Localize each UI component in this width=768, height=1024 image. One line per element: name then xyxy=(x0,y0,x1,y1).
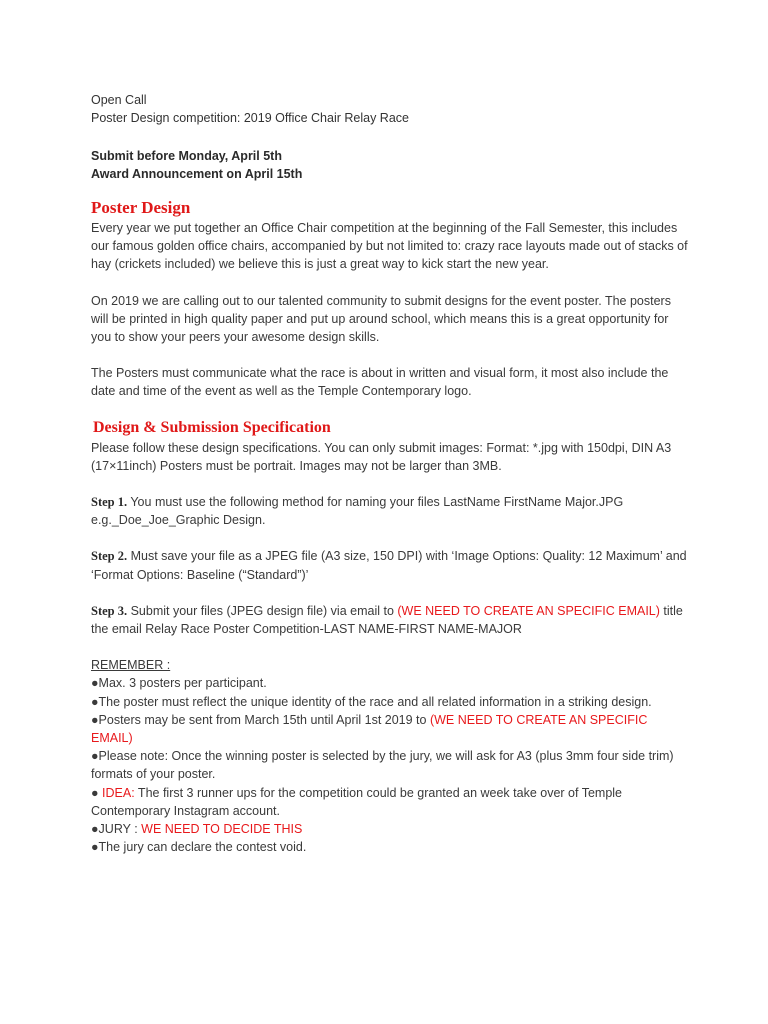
step-2 xyxy=(91,547,691,583)
poster-design-paragraph-1: Every year we put together an Office Chair competition at the beginning of the Fall Semester, this includes our famous golden office chairs, accompanied by but not limited to: crazy race layouts made out of stacks of hay (crickets included) we believe this is just a great way to kick start the new year. xyxy=(91,221,688,272)
remember-item-3-email-note: (WE NEED TO CREATE AN SPECIFIC EMAIL) xyxy=(91,712,648,746)
document-title: Poster Design competition: 2019 Office Chair Relay Race xyxy=(91,111,409,125)
open-call-label: Open Call xyxy=(91,93,147,107)
remember-heading: REMEMBER : xyxy=(91,658,171,673)
award-announcement: Award Announcement on April 15th xyxy=(91,167,303,181)
step-3-email-note: (WE NEED TO CREATE AN SPECIFIC EMAIL) xyxy=(397,603,660,618)
poster-design-paragraph-2: On 2019 we are calling out to our talented community to submit designs for the event poster. The posters will be printed in high quality paper and put up around school, which means this is a great opportunity for you to show your peers your awesome design skills. xyxy=(91,293,671,345)
remember-item-5-bullet: ● xyxy=(91,785,103,800)
remember-item-5 xyxy=(91,784,691,820)
remember-item-5-text: The first 3 runner ups for the competition could be granted an week take over of Temple Contemporary Instagram account. xyxy=(91,785,623,818)
spec-heading: Design & Submission Specification xyxy=(93,418,331,436)
step-1-text: You must use the following method for naming your files LastName FirstName Major.JPG e.g._Doe_Joe_Graphic Design. xyxy=(91,495,624,528)
step-3-text-a: Submit your files (JPEG design file) via email to xyxy=(127,603,398,618)
step-3-text-b: title the email Relay Race Poster Competition-LAST NAME-FIRST NAME-MAJOR xyxy=(91,603,683,637)
remember-item-6-label: ●JURY : xyxy=(91,822,142,837)
remember-item-4: ●Please note: Once the winning poster is selected by the jury, we will ask for A3 (plus 3mm four side trim) formats of your poster. xyxy=(91,749,674,782)
spec-intro: Please follow these design specifications. You can only submit images: Format: *.jpg with 150dpi, DIN A3 (17×11inch) Posters must be portrait. Images may not be larger than 3MB. xyxy=(91,440,672,473)
remember-item-7: ●The jury can declare the contest void. xyxy=(91,840,307,855)
remember-item-3-text: ●Posters may be sent from March 15th until April 1st 2019 to xyxy=(91,712,430,727)
remember-item-3 xyxy=(91,711,691,747)
remember-item-1: ●Max. 3 posters per participant. xyxy=(91,676,267,691)
remember-item-5-idea-label: IDEA: xyxy=(102,785,135,800)
remember-item-2: ●The poster must reflect the unique identity of the race and all related information in a striking design. xyxy=(91,694,652,709)
step-2-text: Must save your file as a JPEG file (A3 size, 150 DPI) with ‘Image Options: Quality: 12 Maximum’ and ‘Format Options: Baseline (“Standard”)’ xyxy=(91,549,687,582)
poster-design-paragraph-3: The Posters must communicate what the race is about in written and visual form, it most also include the date and time of the event as well as the Temple Contemporary logo. xyxy=(91,366,669,399)
remember-item-6-note: WE NEED TO DECIDE THIS xyxy=(141,822,303,837)
document-page xyxy=(91,91,691,856)
step-3-label: Step 3. xyxy=(91,603,128,618)
step-3 xyxy=(91,602,691,638)
step-2-label: Step 2. xyxy=(91,549,128,564)
submit-deadline: Submit before Monday, April 5th xyxy=(91,149,282,163)
step-1 xyxy=(91,493,691,529)
poster-design-heading: Poster Design xyxy=(91,198,191,217)
remember-item-6 xyxy=(91,820,691,838)
step-1-label: Step 1. xyxy=(91,495,128,510)
